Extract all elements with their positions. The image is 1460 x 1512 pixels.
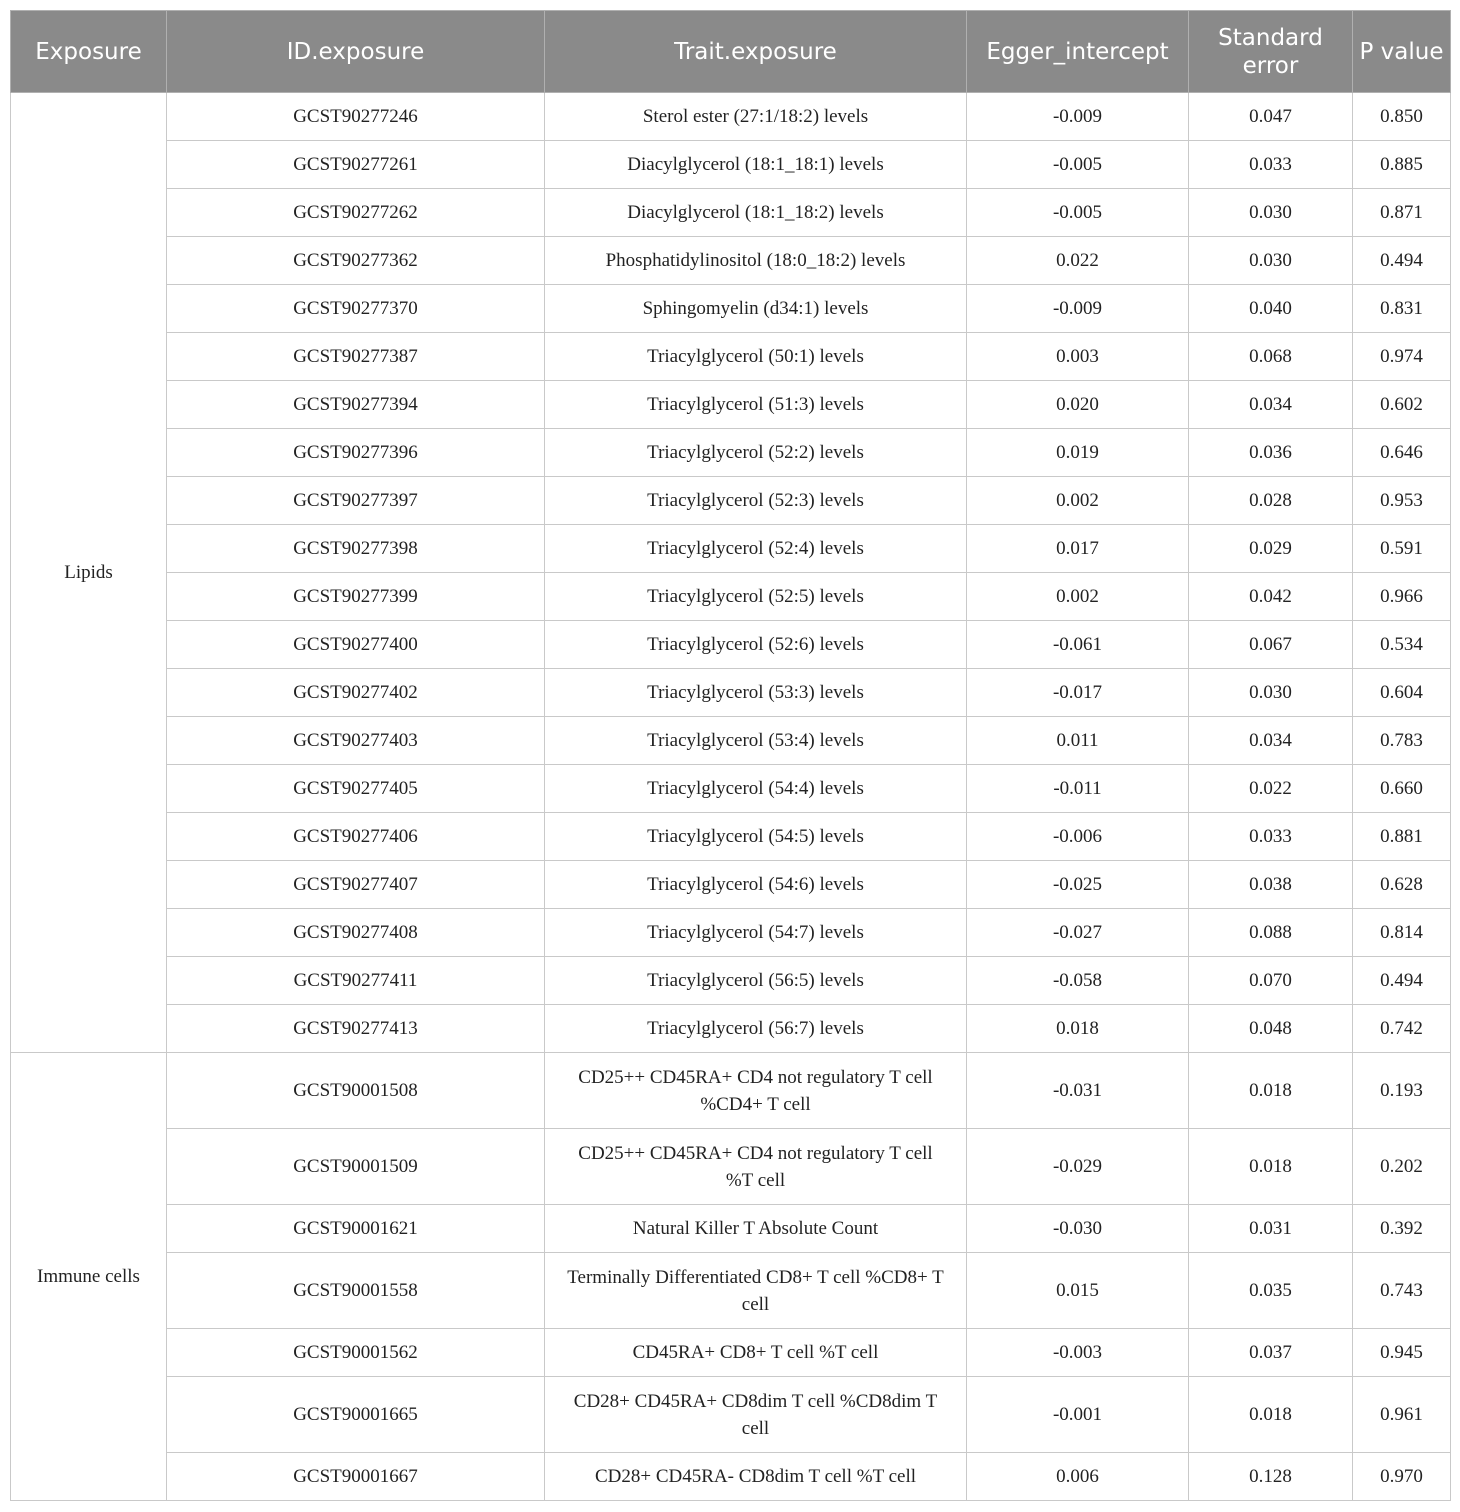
cell-id-exposure: GCST90277397 bbox=[167, 477, 545, 525]
cell-p-value: 0.945 bbox=[1353, 1329, 1451, 1377]
cell-egger-intercept: -0.003 bbox=[967, 1329, 1189, 1377]
table-row bbox=[11, 1053, 1451, 1129]
cell-egger-intercept: 0.015 bbox=[967, 1253, 1189, 1329]
cell-id-exposure: GCST90277362 bbox=[167, 237, 545, 285]
cell-p-value: 0.193 bbox=[1353, 1053, 1451, 1129]
cell-id-exposure: GCST90277246 bbox=[167, 93, 545, 141]
cell-egger-intercept: -0.058 bbox=[967, 957, 1189, 1005]
cell-id-exposure: GCST90277394 bbox=[167, 381, 545, 429]
cell-standard-error: 0.030 bbox=[1189, 237, 1353, 285]
cell-trait-exposure: Triacylglycerol (56:7) levels bbox=[545, 1005, 967, 1053]
results-table bbox=[10, 10, 1451, 1501]
cell-standard-error: 0.030 bbox=[1189, 189, 1353, 237]
cell-id-exposure: GCST90277398 bbox=[167, 525, 545, 573]
cell-standard-error: 0.034 bbox=[1189, 717, 1353, 765]
cell-trait-exposure: Triacylglycerol (54:6) levels bbox=[545, 861, 967, 909]
cell-egger-intercept: 0.020 bbox=[967, 381, 1189, 429]
cell-id-exposure: GCST90001621 bbox=[167, 1205, 545, 1253]
cell-p-value: 0.953 bbox=[1353, 477, 1451, 525]
cell-id-exposure: GCST90277411 bbox=[167, 957, 545, 1005]
table-row bbox=[11, 477, 1451, 525]
cell-id-exposure: GCST90277399 bbox=[167, 573, 545, 621]
table-row bbox=[11, 333, 1451, 381]
cell-trait-exposure: Sterol ester (27:1/18:2) levels bbox=[545, 93, 967, 141]
cell-trait-exposure: Triacylglycerol (52:2) levels bbox=[545, 429, 967, 477]
cell-id-exposure: GCST90277370 bbox=[167, 285, 545, 333]
cell-id-exposure: GCST90277402 bbox=[167, 669, 545, 717]
cell-egger-intercept: 0.011 bbox=[967, 717, 1189, 765]
cell-p-value: 0.628 bbox=[1353, 861, 1451, 909]
table-row bbox=[11, 573, 1451, 621]
header-id-exposure: ID.exposure bbox=[167, 11, 545, 93]
cell-p-value: 0.743 bbox=[1353, 1253, 1451, 1329]
cell-trait-exposure: Natural Killer T Absolute Count bbox=[545, 1205, 967, 1253]
cell-id-exposure: GCST90001665 bbox=[167, 1377, 545, 1453]
cell-id-exposure: GCST90277408 bbox=[167, 909, 545, 957]
cell-p-value: 0.602 bbox=[1353, 381, 1451, 429]
table-row bbox=[11, 1329, 1451, 1377]
cell-standard-error: 0.033 bbox=[1189, 813, 1353, 861]
cell-id-exposure: GCST90001509 bbox=[167, 1129, 545, 1205]
cell-standard-error: 0.030 bbox=[1189, 669, 1353, 717]
table-row bbox=[11, 669, 1451, 717]
cell-egger-intercept: -0.025 bbox=[967, 861, 1189, 909]
cell-id-exposure: GCST90277262 bbox=[167, 189, 545, 237]
cell-egger-intercept: 0.022 bbox=[967, 237, 1189, 285]
cell-standard-error: 0.035 bbox=[1189, 1253, 1353, 1329]
table-row bbox=[11, 861, 1451, 909]
cell-trait-exposure: CD25++ CD45RA+ CD4 not regulatory T cell %CD4+ T cell bbox=[545, 1053, 967, 1129]
cell-id-exposure: GCST90001558 bbox=[167, 1253, 545, 1329]
cell-standard-error: 0.040 bbox=[1189, 285, 1353, 333]
cell-id-exposure: GCST90277405 bbox=[167, 765, 545, 813]
table-row bbox=[11, 1005, 1451, 1053]
cell-standard-error: 0.018 bbox=[1189, 1053, 1353, 1129]
cell-trait-exposure: Diacylglycerol (18:1_18:1) levels bbox=[545, 141, 967, 189]
cell-trait-exposure: Triacylglycerol (50:1) levels bbox=[545, 333, 967, 381]
cell-standard-error: 0.038 bbox=[1189, 861, 1353, 909]
cell-trait-exposure: Diacylglycerol (18:1_18:2) levels bbox=[545, 189, 967, 237]
cell-egger-intercept: -0.030 bbox=[967, 1205, 1189, 1253]
table-row bbox=[11, 525, 1451, 573]
cell-p-value: 0.970 bbox=[1353, 1453, 1451, 1501]
cell-standard-error: 0.036 bbox=[1189, 429, 1353, 477]
cell-p-value: 0.783 bbox=[1353, 717, 1451, 765]
cell-id-exposure: GCST90001508 bbox=[167, 1053, 545, 1129]
group-label-lipids: Lipids bbox=[11, 93, 167, 1053]
cell-p-value: 0.534 bbox=[1353, 621, 1451, 669]
cell-p-value: 0.974 bbox=[1353, 333, 1451, 381]
cell-egger-intercept: -0.061 bbox=[967, 621, 1189, 669]
cell-id-exposure: GCST90001562 bbox=[167, 1329, 545, 1377]
cell-egger-intercept: -0.005 bbox=[967, 189, 1189, 237]
cell-egger-intercept: -0.017 bbox=[967, 669, 1189, 717]
cell-p-value: 0.494 bbox=[1353, 957, 1451, 1005]
cell-trait-exposure: CD28+ CD45RA+ CD8dim T cell %CD8dim T cell bbox=[545, 1377, 967, 1453]
header-exposure: Exposure bbox=[11, 11, 167, 93]
cell-id-exposure: GCST90277387 bbox=[167, 333, 545, 381]
cell-standard-error: 0.028 bbox=[1189, 477, 1353, 525]
cell-egger-intercept: -0.009 bbox=[967, 285, 1189, 333]
cell-p-value: 0.646 bbox=[1353, 429, 1451, 477]
cell-standard-error: 0.029 bbox=[1189, 525, 1353, 573]
cell-id-exposure: GCST90277261 bbox=[167, 141, 545, 189]
cell-p-value: 0.660 bbox=[1353, 765, 1451, 813]
cell-p-value: 0.494 bbox=[1353, 237, 1451, 285]
cell-standard-error: 0.088 bbox=[1189, 909, 1353, 957]
cell-trait-exposure: CD25++ CD45RA+ CD4 not regulatory T cell %T cell bbox=[545, 1129, 967, 1205]
cell-trait-exposure: Triacylglycerol (54:5) levels bbox=[545, 813, 967, 861]
cell-trait-exposure: CD28+ CD45RA- CD8dim T cell %T cell bbox=[545, 1453, 967, 1501]
header-trait-exposure: Trait.exposure bbox=[545, 11, 967, 93]
cell-standard-error: 0.068 bbox=[1189, 333, 1353, 381]
cell-standard-error: 0.034 bbox=[1189, 381, 1353, 429]
cell-standard-error: 0.037 bbox=[1189, 1329, 1353, 1377]
table-row bbox=[11, 1377, 1451, 1453]
table-row bbox=[11, 909, 1451, 957]
cell-p-value: 0.831 bbox=[1353, 285, 1451, 333]
cell-standard-error: 0.033 bbox=[1189, 141, 1353, 189]
cell-id-exposure: GCST90277413 bbox=[167, 1005, 545, 1053]
cell-trait-exposure: Triacylglycerol (53:3) levels bbox=[545, 669, 967, 717]
cell-egger-intercept: 0.017 bbox=[967, 525, 1189, 573]
table-row bbox=[11, 1453, 1451, 1501]
cell-standard-error: 0.018 bbox=[1189, 1129, 1353, 1205]
cell-egger-intercept: 0.002 bbox=[967, 573, 1189, 621]
table-row bbox=[11, 717, 1451, 765]
cell-id-exposure: GCST90277403 bbox=[167, 717, 545, 765]
cell-trait-exposure: Triacylglycerol (52:5) levels bbox=[545, 573, 967, 621]
table-row bbox=[11, 621, 1451, 669]
cell-standard-error: 0.048 bbox=[1189, 1005, 1353, 1053]
cell-trait-exposure: Terminally Differentiated CD8+ T cell %CD8+ T cell bbox=[545, 1253, 967, 1329]
cell-standard-error: 0.042 bbox=[1189, 573, 1353, 621]
table-row bbox=[11, 813, 1451, 861]
cell-trait-exposure: Triacylglycerol (52:4) levels bbox=[545, 525, 967, 573]
table-row bbox=[11, 1129, 1451, 1205]
cell-id-exposure: GCST90001667 bbox=[167, 1453, 545, 1501]
cell-p-value: 0.392 bbox=[1353, 1205, 1451, 1253]
cell-egger-intercept: -0.027 bbox=[967, 909, 1189, 957]
cell-egger-intercept: -0.011 bbox=[967, 765, 1189, 813]
cell-id-exposure: GCST90277406 bbox=[167, 813, 545, 861]
cell-egger-intercept: -0.031 bbox=[967, 1053, 1189, 1129]
cell-trait-exposure: Triacylglycerol (52:6) levels bbox=[545, 621, 967, 669]
table-row bbox=[11, 237, 1451, 285]
cell-trait-exposure: Triacylglycerol (52:3) levels bbox=[545, 477, 967, 525]
cell-egger-intercept: 0.018 bbox=[967, 1005, 1189, 1053]
cell-egger-intercept: -0.009 bbox=[967, 93, 1189, 141]
cell-trait-exposure: Sphingomyelin (d34:1) levels bbox=[545, 285, 967, 333]
cell-p-value: 0.202 bbox=[1353, 1129, 1451, 1205]
cell-standard-error: 0.047 bbox=[1189, 93, 1353, 141]
cell-p-value: 0.591 bbox=[1353, 525, 1451, 573]
table-row bbox=[11, 93, 1451, 141]
cell-egger-intercept: -0.006 bbox=[967, 813, 1189, 861]
cell-egger-intercept: -0.001 bbox=[967, 1377, 1189, 1453]
cell-standard-error: 0.128 bbox=[1189, 1453, 1353, 1501]
cell-egger-intercept: -0.005 bbox=[967, 141, 1189, 189]
table-row bbox=[11, 429, 1451, 477]
cell-standard-error: 0.031 bbox=[1189, 1205, 1353, 1253]
cell-p-value: 0.966 bbox=[1353, 573, 1451, 621]
table-row bbox=[11, 765, 1451, 813]
cell-id-exposure: GCST90277400 bbox=[167, 621, 545, 669]
table-row bbox=[11, 1253, 1451, 1329]
cell-p-value: 0.604 bbox=[1353, 669, 1451, 717]
cell-trait-exposure: Triacylglycerol (53:4) levels bbox=[545, 717, 967, 765]
cell-p-value: 0.742 bbox=[1353, 1005, 1451, 1053]
table-row bbox=[11, 1205, 1451, 1253]
table-row bbox=[11, 285, 1451, 333]
cell-trait-exposure: Triacylglycerol (54:7) levels bbox=[545, 909, 967, 957]
cell-standard-error: 0.022 bbox=[1189, 765, 1353, 813]
cell-egger-intercept: -0.029 bbox=[967, 1129, 1189, 1205]
cell-standard-error: 0.018 bbox=[1189, 1377, 1353, 1453]
header-standard-error: Standard error bbox=[1189, 11, 1353, 93]
cell-egger-intercept: 0.006 bbox=[967, 1453, 1189, 1501]
cell-egger-intercept: 0.002 bbox=[967, 477, 1189, 525]
cell-trait-exposure: Triacylglycerol (54:4) levels bbox=[545, 765, 967, 813]
cell-p-value: 0.850 bbox=[1353, 93, 1451, 141]
cell-standard-error: 0.067 bbox=[1189, 621, 1353, 669]
table-row bbox=[11, 957, 1451, 1005]
table-row bbox=[11, 381, 1451, 429]
cell-p-value: 0.871 bbox=[1353, 189, 1451, 237]
header-row bbox=[11, 11, 1451, 93]
cell-trait-exposure: Phosphatidylinositol (18:0_18:2) levels bbox=[545, 237, 967, 285]
cell-egger-intercept: 0.019 bbox=[967, 429, 1189, 477]
cell-egger-intercept: 0.003 bbox=[967, 333, 1189, 381]
cell-p-value: 0.961 bbox=[1353, 1377, 1451, 1453]
cell-trait-exposure: Triacylglycerol (56:5) levels bbox=[545, 957, 967, 1005]
cell-id-exposure: GCST90277407 bbox=[167, 861, 545, 909]
cell-standard-error: 0.070 bbox=[1189, 957, 1353, 1005]
table-row bbox=[11, 189, 1451, 237]
table-row bbox=[11, 141, 1451, 189]
cell-trait-exposure: CD45RA+ CD8+ T cell %T cell bbox=[545, 1329, 967, 1377]
cell-id-exposure: GCST90277396 bbox=[167, 429, 545, 477]
header-egger-intercept: Egger_intercept bbox=[967, 11, 1189, 93]
cell-p-value: 0.885 bbox=[1353, 141, 1451, 189]
cell-trait-exposure: Triacylglycerol (51:3) levels bbox=[545, 381, 967, 429]
group-label-immune-cells: Immune cells bbox=[11, 1053, 167, 1501]
cell-p-value: 0.814 bbox=[1353, 909, 1451, 957]
header-p-value: P value bbox=[1353, 11, 1451, 93]
cell-p-value: 0.881 bbox=[1353, 813, 1451, 861]
